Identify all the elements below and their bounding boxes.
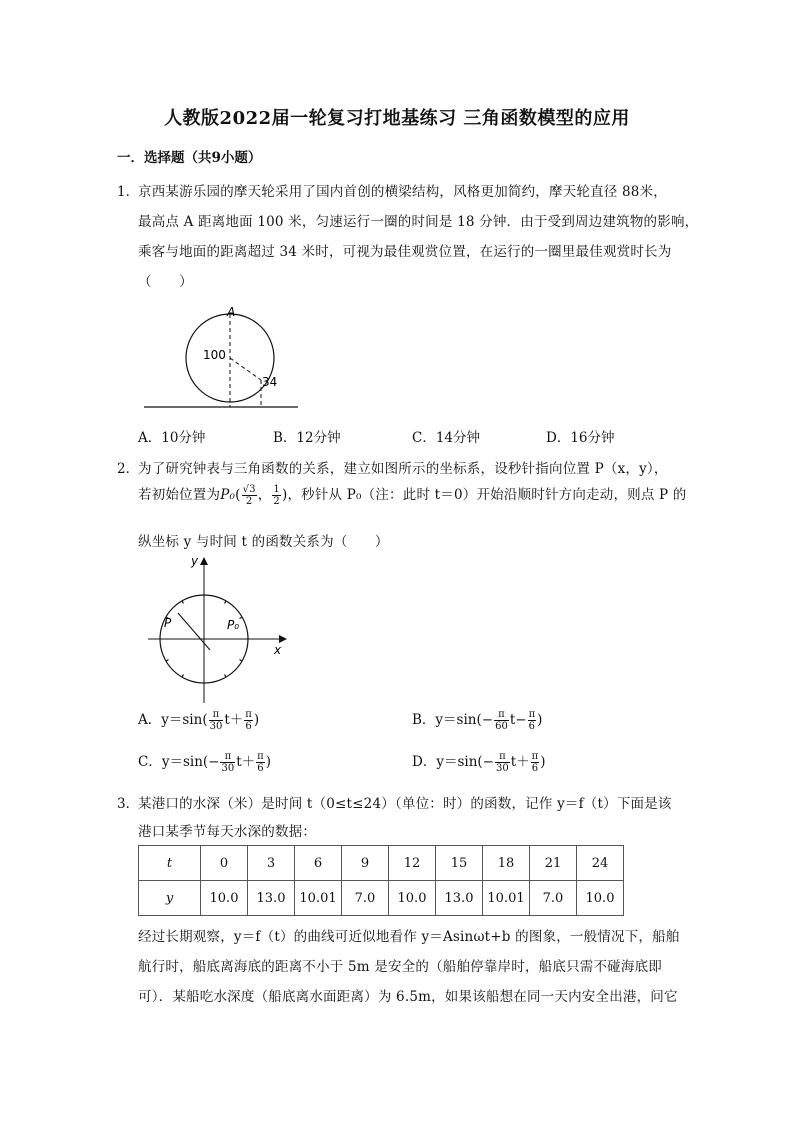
table-cell: t xyxy=(139,846,201,881)
table-cell: 9 xyxy=(342,846,389,881)
table-cell: 18 xyxy=(483,846,530,881)
label-a: A xyxy=(227,305,236,319)
label-34: 34 xyxy=(262,375,278,389)
table-cell: 13.0 xyxy=(436,881,483,916)
q2-line-1: 为了研究钟表与三角函数的关系，建立如图所示的坐标系，设秒针指向位置 P（x，y）， xyxy=(138,461,668,477)
table-cell: 21 xyxy=(530,846,577,881)
q1-line-1: 京西某游乐园的摩天轮采用了国内首创的横梁结构，风格更加简约，摩天轮直径 88米， xyxy=(138,184,667,200)
table-cell: 3 xyxy=(248,846,295,881)
q1-option-d: D．16分钟 xyxy=(546,430,615,446)
table-cell: 10.0 xyxy=(201,881,248,916)
section-heading: 一．选择题（共9小题） xyxy=(117,150,262,166)
q1-line-3: 乘客与地面的距离超过 34 米时，可视为最佳观赏位置，在运行的一圈里最佳观赏时长为 xyxy=(138,244,672,260)
q3-line-3: 经过长期观察，y＝f（t）的曲线可近似地看作 y＝Asinωt+b 的图象，一般情况下，船舶 xyxy=(138,929,680,945)
table-cell: 13.0 xyxy=(248,881,295,916)
ferris-wheel-figure xyxy=(138,300,308,415)
q2-option-d: D．y＝sin(− $\frac{\pi}{30}$ t＋ $\frac{\pi}{6}$ ) xyxy=(412,751,546,774)
water-depth-table xyxy=(138,845,624,916)
table-cell: 15 xyxy=(436,846,483,881)
table-cell: 12 xyxy=(389,846,436,881)
second-hand xyxy=(178,613,210,650)
q2-line-2: 若初始位置为P₀( $\frac{√3}{2}$ ， $\frac{1}{2}$ )，秒针从 P₀（注：此时 t＝0）开始沿顺时针方向走动，则点 P 的 xyxy=(138,484,687,507)
table-cell: 10.01 xyxy=(483,881,530,916)
q1-number: 1． xyxy=(117,184,140,200)
q3-line-2: 港口某季节每天水深的数据： xyxy=(138,824,317,840)
label-p: P xyxy=(164,616,172,630)
page-title: 人教版2022届一轮复习打地基练习 三角函数模型的应用 xyxy=(164,108,630,129)
table-cell: 0 xyxy=(201,846,248,881)
label-y: y xyxy=(191,554,199,568)
table-cell: 6 xyxy=(295,846,342,881)
label-p0: P₀ xyxy=(227,618,240,632)
q1-option-c: C．14分钟 xyxy=(412,430,481,446)
q3-line-1: 某港口的水深（米）是时间 t（0≤t≤24）（单位：时）的函数，记作 y＝f（t）下面是该 xyxy=(138,796,672,812)
label-x: x xyxy=(274,643,282,657)
table-cell: 7.0 xyxy=(530,881,577,916)
q2-line-3: 纵坐标 y 与时间 t 的函数关系为（ ） xyxy=(138,534,389,550)
q1-line-2: 最高点 A 距离地面 100 米，匀速运行一圈的时间是 18 分钟．由于受到周边建筑物的影响， xyxy=(138,214,699,230)
clock-figure xyxy=(138,548,298,708)
table-row-t xyxy=(139,846,624,881)
q1-option-b: B．12分钟 xyxy=(273,430,341,446)
q3-line-4: 航行时，船底离海底的距离不小于 5m 是安全的（船舶停靠岸时，船底只需不碰海底即 xyxy=(138,959,662,975)
table-cell: 10.0 xyxy=(577,881,624,916)
table-cell: 10.01 xyxy=(295,881,342,916)
q3-number: 3． xyxy=(117,796,140,812)
table-cell: 10.0 xyxy=(389,881,436,916)
table-cell: 7.0 xyxy=(342,881,389,916)
q1-option-a: A．10分钟 xyxy=(138,430,206,446)
q2-option-b: B．y＝sin(− $\frac{\pi}{60}$ t− $\frac{\pi}{6}$ ) xyxy=(412,709,543,732)
table-cell: 24 xyxy=(577,846,624,881)
table-row-y xyxy=(139,881,624,916)
table-cell: y xyxy=(139,881,201,916)
q2-option-c: C．y＝sin(− $\frac{\pi}{30}$ t＋ $\frac{\pi}{6}$ ) xyxy=(138,751,272,774)
q3-line-5: 可）．某船吃水深度（船底离水面距离）为 6.5m，如果该船想在同一天内安全出港，问它 xyxy=(138,989,678,1005)
radius-line xyxy=(230,358,261,380)
q2-option-a: A．y＝sin( $\frac{\pi}{30}$ t＋ $\frac{\pi}{6}$ ) xyxy=(138,709,260,732)
q2-number: 2． xyxy=(117,461,140,477)
q1-line-4: （ ） xyxy=(138,274,193,290)
label-100: 100 xyxy=(203,348,226,362)
